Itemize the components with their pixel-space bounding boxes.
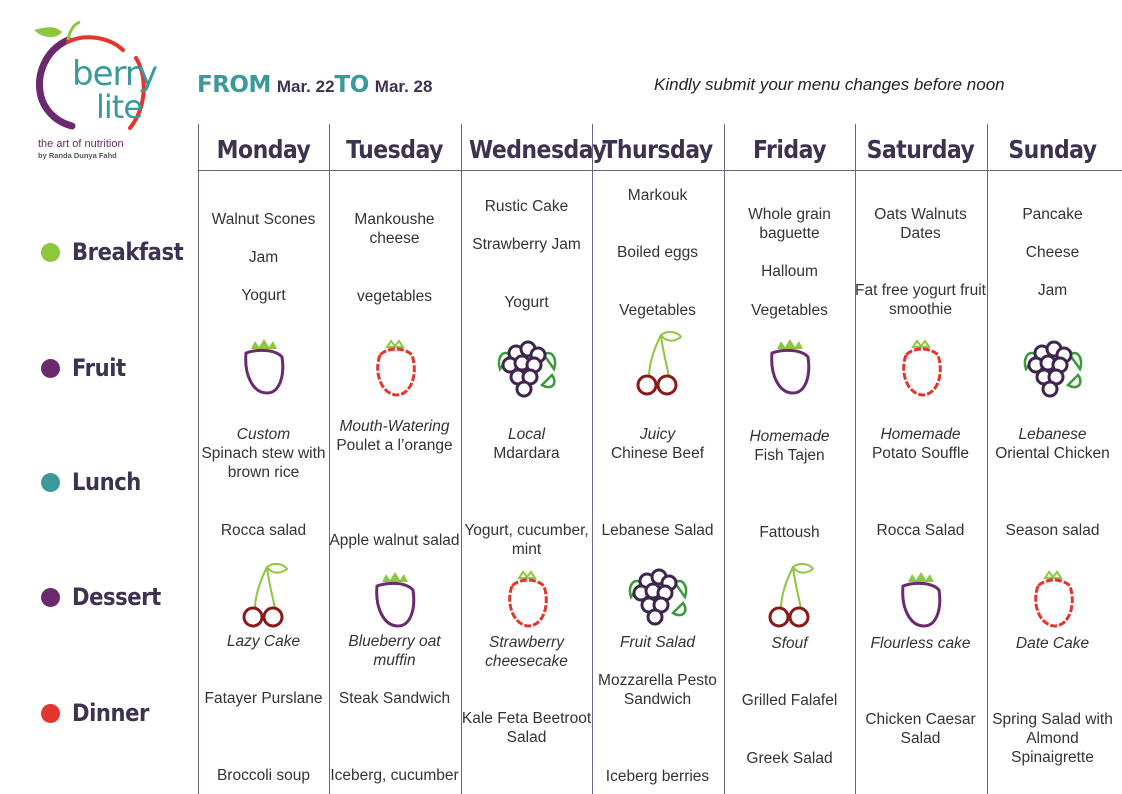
lunch-side: Rocca salad [220, 522, 307, 539]
lunch-note: Mouth-Watering [339, 418, 450, 435]
day-header-friday: Friday [752, 135, 827, 164]
dinner-item: Grilled Falafel [741, 692, 838, 709]
dinner-item: Chicken Caesar Salad [865, 711, 976, 747]
breakfast-item: Halloum [761, 263, 818, 280]
lunch-item [592, 425, 723, 463]
day-header-wednesday: Wednesday [468, 135, 607, 164]
dinner-item: Steak Sandwich [338, 690, 451, 707]
lunch-item [724, 427, 855, 465]
raspberry-icon [1018, 568, 1088, 639]
dinner-item: Spring Salad with Almond Spinaigrette [992, 711, 1113, 766]
lunch-dish: Oriental Chicken [995, 445, 1110, 462]
lunch-item [461, 425, 592, 463]
plum-icon [755, 335, 825, 406]
breakfast-item: Yogurt [504, 294, 549, 311]
dessert-item: Strawberry cheesecake [485, 634, 568, 670]
meal-label-fruit: Fruit [72, 354, 126, 382]
dessert-item: Lazy Cake [226, 633, 301, 650]
plum-icon [360, 568, 430, 639]
lunch-note: Homemade [749, 428, 830, 445]
dinner-item: Iceberg berries [605, 768, 710, 785]
grapes-icon [492, 335, 562, 406]
breakfast-item: Rustic Cake [484, 198, 569, 215]
lunch-note: Homemade [880, 426, 961, 443]
meal-dot-fruit [41, 359, 60, 378]
breakfast-item: Whole grain baguette [748, 206, 831, 242]
cherry-icon [623, 331, 693, 402]
lunch-item [329, 417, 460, 455]
raspberry-icon [886, 337, 956, 408]
breakfast-item: Jam [248, 249, 279, 266]
lunch-dish: Poulet a l’orange [336, 437, 453, 454]
plum-icon [886, 568, 956, 639]
brand-name-part1: berry [72, 54, 157, 94]
breakfast-item: Walnut Scones [211, 211, 316, 228]
lunch-dish: Chinese Beef [610, 445, 705, 462]
breakfast-item: Strawberry Jam [472, 236, 581, 253]
brand-tagline: the art of nutrition [38, 138, 124, 150]
lunch-side: Apple walnut salad [329, 532, 460, 549]
from-label: FROM [197, 72, 271, 98]
breakfast-item: Boiled eggs [616, 244, 698, 261]
lunch-note: Lebanese [1018, 426, 1087, 443]
breakfast-item: Oats Walnuts Dates [874, 206, 967, 242]
to-label: TO [334, 72, 369, 98]
day-header-sunday: Sunday [1008, 135, 1097, 164]
to-date: Mar. 28 [374, 77, 433, 96]
submission-notice: Kindly submit your menu changes before noon [654, 75, 1005, 94]
dinner-item: Greek Salad [746, 750, 833, 767]
lunch-dish: Spinach stew with brown rice [201, 445, 326, 481]
day-header-saturday: Saturday [866, 135, 975, 164]
dinner-item: Fatayer Purslane [204, 690, 323, 707]
meal-label-dessert: Dessert [72, 583, 161, 611]
dinner-item: Mozzarella Pesto Sandwich [598, 672, 717, 708]
day-header-monday: Monday [216, 135, 311, 164]
cherry-icon [755, 563, 825, 634]
dessert-item: Flourless cake [870, 635, 971, 652]
raspberry-icon [492, 568, 562, 639]
lunch-side: Yogurt, cucumber, mint [464, 522, 589, 558]
meal-dot-lunch [41, 473, 60, 492]
brand-tagline-block [38, 138, 124, 162]
lunch-note: Juicy [639, 426, 676, 443]
dinner-item: Kale Feta Beetroot Salad [461, 710, 592, 746]
header-divider [198, 170, 1122, 171]
brand-byline: by Randa Dunya Fahd [38, 151, 117, 160]
lunch-dish: Fish Tajen [754, 447, 825, 464]
meal-label-dinner: Dinner [72, 699, 149, 727]
dinner-item: Broccoli soup [216, 767, 311, 784]
day-header-tuesday: Tuesday [346, 135, 443, 164]
meal-dot-breakfast [41, 243, 60, 262]
lunch-side: Fattoush [759, 524, 820, 541]
lunch-side: Season salad [1005, 522, 1100, 539]
grapes-icon [1018, 335, 1088, 406]
cherry-icon [229, 563, 299, 634]
breakfast-item: Vegetables [751, 302, 828, 319]
dessert-item: Blueberry oat muffin [348, 633, 441, 669]
breakfast-item: vegetables [357, 288, 432, 305]
lunch-side: Lebanese Salad [601, 522, 714, 539]
lunch-dish: Potato Souffle [871, 445, 970, 462]
dessert-item: Fruit Salad [620, 634, 695, 651]
day-header-thursday: Thursday [602, 135, 713, 164]
dinner-item: Iceberg, cucumber [330, 767, 459, 784]
raspberry-icon [360, 337, 430, 408]
breakfast-item: Yogurt [241, 287, 286, 304]
breakfast-item: Cheese [1025, 244, 1080, 261]
lunch-item [198, 425, 329, 482]
breakfast-item: Vegetables [619, 302, 696, 319]
from-date: Mar. 22 [276, 77, 335, 96]
meal-dot-dinner [41, 704, 60, 723]
meal-dot-dessert [41, 588, 60, 607]
lunch-note: Local [507, 426, 546, 443]
meal-label-breakfast: Breakfast [72, 238, 184, 266]
brand-name-part2: lite [96, 88, 143, 126]
lunch-dish: Mdardara [493, 445, 560, 462]
meal-label-lunch: Lunch [72, 468, 141, 496]
lunch-side: Rocca Salad [876, 522, 965, 539]
breakfast-item: Pancake [1022, 206, 1083, 223]
lunch-item [987, 425, 1118, 463]
lunch-item [855, 425, 986, 463]
breakfast-item: Mankoushe cheese [354, 211, 435, 247]
breakfast-item: Markouk [627, 187, 688, 204]
breakfast-item: Jam [1037, 282, 1068, 299]
dessert-item: Date Cake [1015, 635, 1090, 652]
lunch-note: Custom [236, 426, 291, 443]
dessert-item: Sfouf [771, 635, 808, 652]
grapes-icon [623, 563, 693, 634]
date-range [197, 72, 432, 102]
plum-icon [229, 335, 299, 406]
breakfast-item: Fat free yogurt fruit smoothie [855, 282, 986, 318]
